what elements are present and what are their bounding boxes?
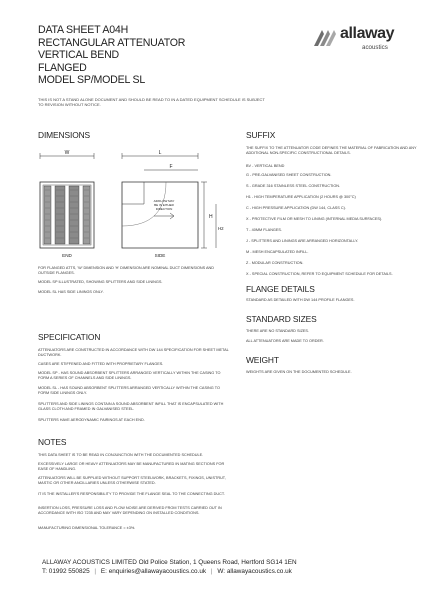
dim-label-f: F [169,164,173,170]
dimensions-heading: DIMENSIONS [38,130,91,140]
footer-email-link[interactable]: enquiries@allawayacoustics.co.uk [108,568,207,575]
specification-paragraph: SPLITTERS AND SIDE LININGS CONTAIN A SOUND ABSORBENT INFILL THAT IS ENCAPSULATED WITH GLASS CLOTH AND FRAMED IN GALVANISED STEEL. [38,402,224,411]
title-line: RECTANGULAR ATTENUATOR [38,36,186,49]
end-view [40,150,94,258]
suffix-item: T - 40MM FLANGES. [246,228,283,232]
weight-text: WEIGHTS ARE GIVEN ON THE DOCUMENTED SCHEDULE. [246,370,352,374]
suffix-heading: SUFFIX [246,130,276,140]
dim-label-h2: H2 [218,226,224,231]
suffix-intro: THE SUFFIX TO THE ATTENUATOR CODE DEFINES THE MATERIAL OF FABRICATION AND ANY ADDITIONAL NON-SPECIFIC CONSTRUCTIONAL DETAILS. [246,146,417,155]
specification-paragraph: MODEL SP - HAS SOUND ABSORBENT SPLITTERS ARRANGED VERTICALLY WITHIN THE CASING TO FORM A SERIES OF CHANNELS AND SIDE LININGS. [38,371,221,380]
footer [42,558,402,576]
title-line: MODEL SP/MODEL SL [38,74,146,87]
separator: | [210,568,213,575]
suffix-item: C - HIGH PRESSURE APPLICATION (DW 144, CLASS C). [246,206,346,210]
email-label: E: [100,568,107,575]
dim-label-l: L [158,150,162,156]
specification-paragraph: MODEL SL - HAS SOUND ABSORBENT SPLITTERS ARRANGED VERTICALLY WITHIN THE CASING TO FORM SIDE LININGS ONLY. [38,386,220,395]
airflow-note: BE IN EITHER [154,203,174,207]
dimensions-note: MODEL SP ILLUSTRATED, SHOWING SPLITTERS AND SIDE LININGS. [38,280,163,284]
dimensions-diagram [38,146,226,264]
suffix-item: G - PRE-GALVANISED SHEET CONSTRUCTION. [246,173,332,177]
standard-sizes-heading: STANDARD SIZES [246,314,317,324]
standard-sizes-line: THERE ARE NO STANDARD SIZES. [246,329,310,333]
suffix-item: M - MESH ENCAPSULATED INFILL. [246,250,309,254]
dimensions-note: FOR FLANGED ATTS, 'W' DIMENSION AND 'H' DIMENSION ARE NOMINAL DUCT DIMENSIONS AND OUTSIDE FLANGES. [38,266,215,275]
suffix-item: S - GRADE 316 STAINLESS STEEL CONSTRUCTION. [246,184,341,188]
weight-heading: WEIGHT [246,355,279,365]
web-label: W: [217,568,226,575]
flange-text: STANDARD AS DETAILED WITH DW 144 PROFILE FLANGES. [246,298,355,302]
dim-label-h: H [209,214,213,220]
notes-paragraph: EXCESSIVELY LARGE OR HEAVY ATTENUATORS MAY BE MANUFACTURED IN MATING SECTIONS FOR EASE OF HANDLING. [38,462,225,471]
flange-heading: FLANGE DETAILS [246,284,315,294]
suffix-item: X - SPECIAL CONSTRUCTION, REFER TO EQUIPMENT SCHEDULE FOR DETAILS. [246,272,393,276]
separator: | [94,568,97,575]
specification-paragraph: ATTENUATORS ARE CONSTRUCTED IN ACCORDANCE WITH DW 144 SPECIFICATION FOR SHEET METAL DUCTWORK. [38,348,229,357]
allaway-logo [310,22,408,56]
specification-paragraph: CASES ARE STIFFENED AND FITTED WITH PROPRIETARY FLANGES. [38,362,164,366]
suffix-item: J - SPLITTERS AND LININGS ARE ARRANGED HORIZONTALLY. [246,239,359,243]
suffix-item: BV - VERTICAL BEND [246,164,285,168]
suffix-item: H1 - HIGH TEMPERATURE APPLICATION (2 HOURS @ 300°C) [246,195,356,199]
title-line: VERTICAL BEND [38,49,119,62]
notes-paragraph: THIS DATA SHEET IS TO BE READ IN CONJUNCTION WITH THE DOCUMENTED SCHEDULE. [38,453,204,457]
notes-paragraph: INSERTION LOSS, PRESSURE LOSS AND FLOW NOISE ARE DERIVED FROM TESTS CARRIED OUT IN ACCORDANCE WITH ISO 7235 AND MAY VARY DEPENDING ON INSTALLED CONDITIONS. [38,506,222,515]
standard-sizes-line: ALL ATTENUATORS ARE MADE TO ORDER. [246,339,324,343]
logo-mark-icon [310,24,340,54]
dim-label-w: W [64,150,70,156]
dimensions-note: MODEL SL HAS SIDE LININGS ONLY. [38,290,104,294]
notes-heading: NOTES [38,437,67,447]
airflow-note: DIRECTION [155,207,173,211]
airflow-arrow-icon [154,213,174,219]
title-block [38,24,278,87]
footer-address: ALLAWAY ACOUSTICS LIMITED Old Police Station, 1 Queens Road, Hertford SG14 1EN [42,559,297,566]
title-line: DATA SHEET A04H [38,24,129,36]
title-line: FLANGED [38,61,87,74]
phone-label: T: [42,568,47,575]
notes-paragraph: ATTENUATORS WILL BE SUPPLIED WITHOUT SUPPORT STEELWORK, BRACKETS, FIXINGS, UNISTRUT, MASTIC OR OTHER ANCILLARIES UNLESS OTHERWISE STATED. [38,476,226,485]
airflow-note: AIRFLOW MAY [153,199,175,203]
notes-paragraph: IT IS THE INSTALLER'S RESPONSIBILITY TO PROVIDE THE FLANGE SEAL TO THE CONNECTING DUCT. [38,492,225,496]
logo-tagline: acoustics [362,44,388,51]
view-label-end: END [62,253,72,258]
footer-phone[interactable]: 01992 550825 [48,568,90,575]
footer-contact [42,567,402,576]
specification-paragraph: SPLITTERS HAVE AERODYNAMIC FAIRINGS AT EACH END. [38,418,145,422]
suffix-item: X - PROTECTIVE FILM OR MESH TO LINING (INTERNAL MEDIA SURFACES). [246,217,383,221]
suffix-item: Z - MODULAR CONSTRUCTION. [246,261,304,265]
notes-paragraph: MANUFACTURING DIMENSIONAL TOLERANCE = ±3%. [38,526,136,530]
view-label-side: SIDE [154,253,166,258]
side-view [122,150,224,258]
disclaimer: THIS IS NOT A STAND ALONE DOCUMENT AND SHOULD BE READ TO IN A DATED EQUIPMENT SCHEDULE IS SUBJECT TO REVISION WITHOUT NOTICE. [38,97,265,107]
logo-wordmark: allaway [340,25,395,42]
specification-heading: SPECIFICATION [38,332,101,342]
footer-website-link[interactable]: allawayacoustics.co.uk [226,568,292,575]
